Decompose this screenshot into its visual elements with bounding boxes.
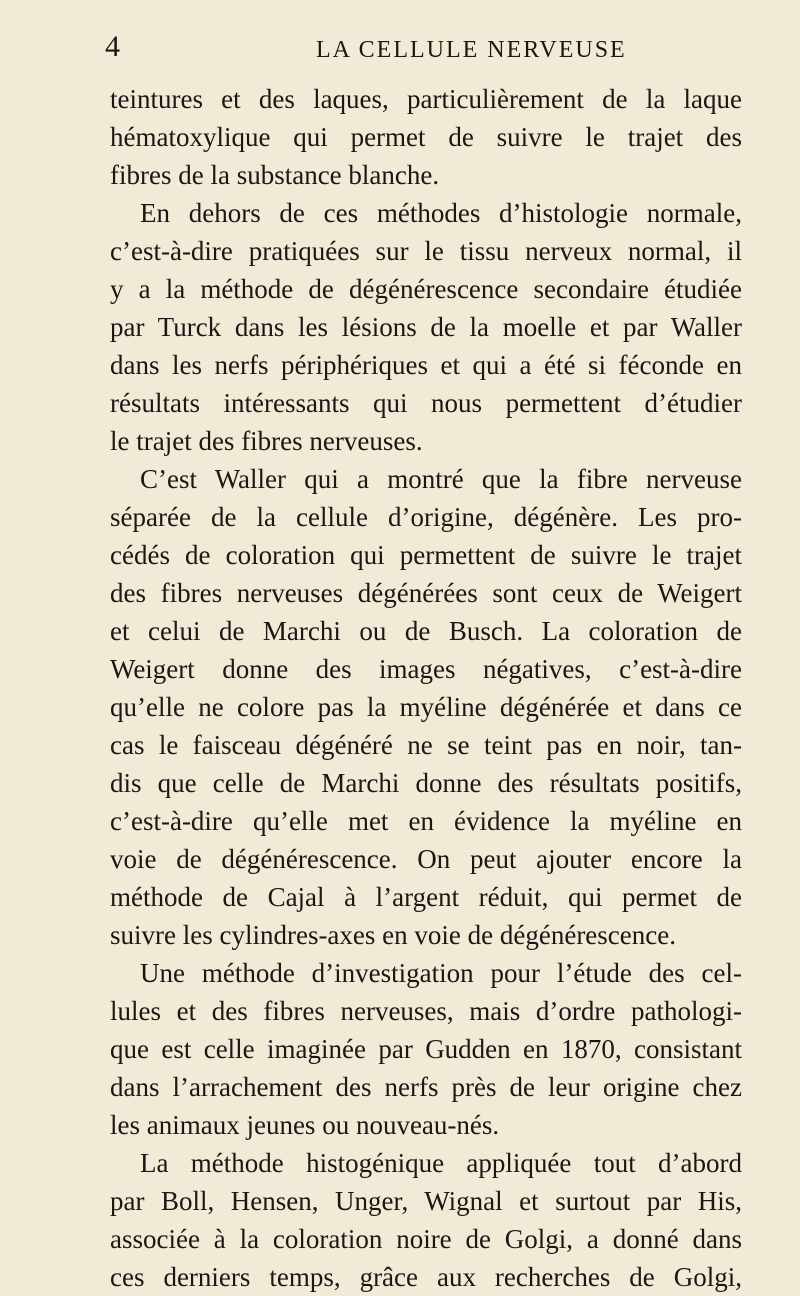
- text-line: suivre les cylindres-axes en voie de dégénérescence.: [110, 920, 676, 950]
- text-line: méthode de Cajal à l’argent réduit, qui permet de: [110, 882, 742, 912]
- text-line: cas le faisceau dégénéré ne se teint pas en noir, tan-: [110, 730, 742, 760]
- text-line: La méthode histogénique appliquée tout d’abord: [140, 1148, 742, 1178]
- text-line: c’est-à-dire pratiquées sur le tissu nerveux normal, il: [110, 236, 742, 266]
- text-line: résultats intéressants qui nous permettent d’étudier: [110, 388, 742, 418]
- text-line: fibres de la substance blanche.: [110, 160, 440, 190]
- page-header: [0, 30, 800, 70]
- text-line: dans l’arrachement des nerfs près de leur origine chez: [110, 1072, 742, 1102]
- text-line: C’est Waller qui a montré que la fibre nerveuse: [140, 464, 742, 494]
- body-text: [110, 80, 742, 1296]
- text-line: ces derniers temps, grâce aux recherches de Golgi,: [110, 1262, 742, 1292]
- text-line: dans les nerfs périphériques et qui a été si féconde en: [110, 350, 742, 380]
- text-line: par Turck dans les lésions de la moelle et par Waller: [110, 312, 742, 342]
- text-line: des fibres nerveuses dégénérées sont ceux de Weigert: [110, 578, 742, 608]
- text-line: et celui de Marchi ou de Busch. La coloration de: [110, 616, 742, 646]
- text-line: séparée de la cellule d’origine, dégénère. Les pro-: [110, 502, 742, 532]
- text-line: cédés de coloration qui permettent de suivre le trajet: [110, 540, 742, 570]
- text-line: lules et des fibres nerveuses, mais d’ordre pathologi-: [110, 996, 742, 1026]
- running-head: LA CELLULE NERVEUSE: [316, 37, 627, 63]
- text-line: le trajet des fibres nerveuses.: [110, 426, 423, 456]
- text-line: associée à la coloration noire de Golgi, a donné dans: [110, 1224, 742, 1254]
- text-line: les animaux jeunes ou nouveau-nés.: [110, 1110, 500, 1140]
- text-line: hématoxylique qui permet de suivre le trajet des: [110, 122, 742, 152]
- text-line: y a la méthode de dégénérescence secondaire étudiée: [110, 274, 742, 304]
- text-line: En dehors de ces méthodes d’histologie normale,: [140, 198, 742, 228]
- text-line: voie de dégénérescence. On peut ajouter encore la: [110, 844, 742, 874]
- text-line: Weigert donne des images négatives, c’est-à-dire: [110, 654, 742, 684]
- text-line: teintures et des laques, particulièrement de la laque: [110, 84, 742, 114]
- page-number: 4: [105, 30, 120, 63]
- text-line: Une méthode d’investigation pour l’étude des cel-: [140, 958, 742, 988]
- text-line: dis que celle de Marchi donne des résultats positifs,: [110, 768, 742, 798]
- text-line: qu’elle ne colore pas la myéline dégénérée et dans ce: [110, 692, 742, 722]
- text-line: par Boll, Hensen, Unger, Wignal et surtout par His,: [110, 1186, 742, 1216]
- text-line: que est celle imaginée par Gudden en 1870, consistant: [110, 1034, 742, 1064]
- text-line: c’est-à-dire qu’elle met en évidence la myéline en: [110, 806, 742, 836]
